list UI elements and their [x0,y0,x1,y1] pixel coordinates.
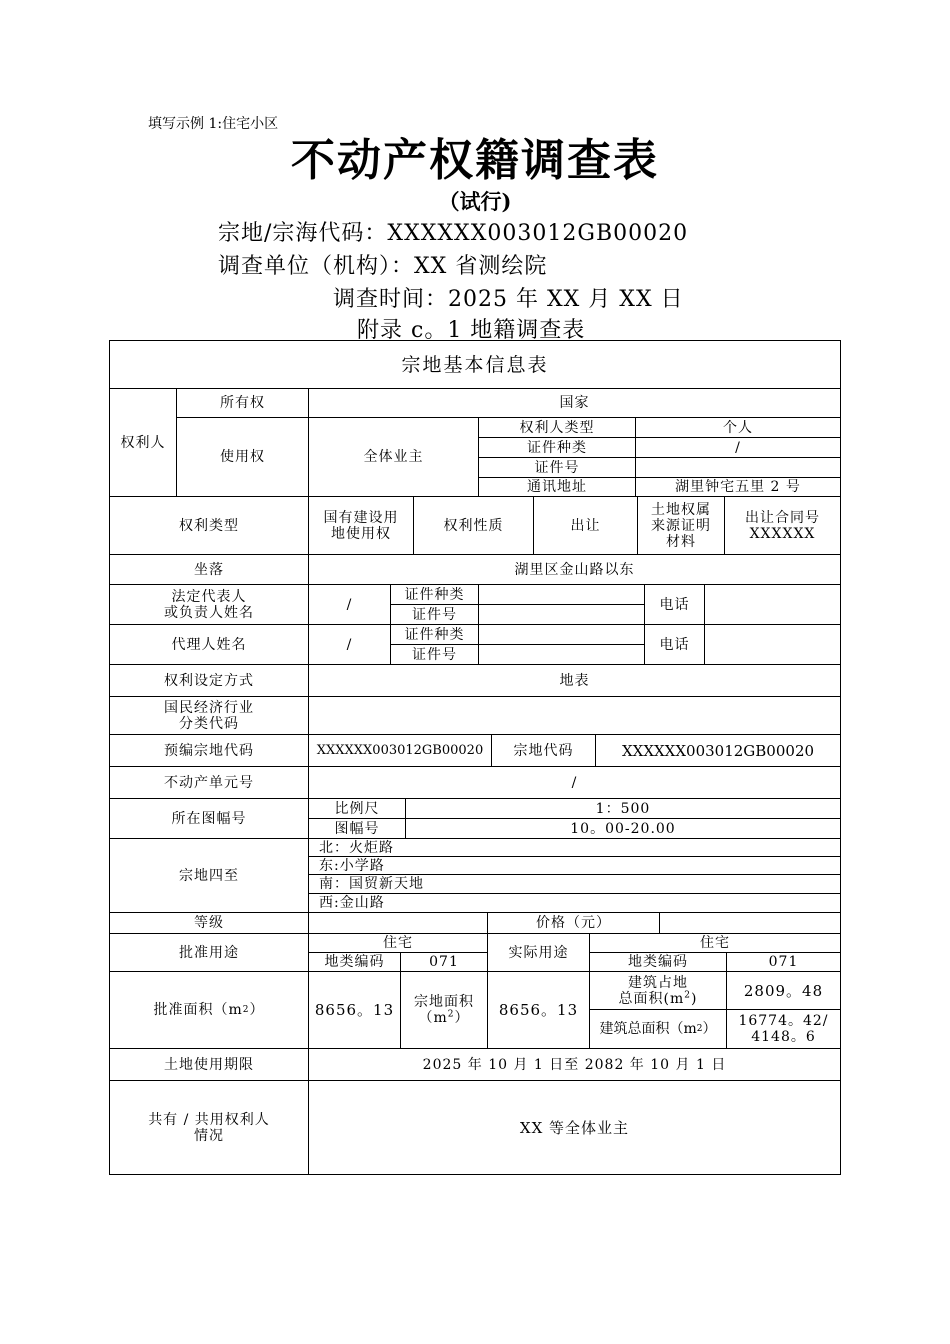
approved-area-text: 批准面积（m [153,1002,243,1018]
contract-value: XXXXXX [749,525,816,542]
land-source-label [638,497,725,555]
legal-rep-phone-label: 电话 [645,585,705,625]
boundary-east: 东:小学路 [309,857,840,875]
approved-area-label: 批准面积（m 2 ） [110,972,309,1049]
location-value: 湖里区金山路以东 [309,555,840,585]
sheet-no-label: 图幅号 [309,819,406,839]
holder-address-value: 湖里钟宅五里 2 号 [636,478,840,497]
agent-label: 代理人姓名 [110,625,309,665]
survey-unit-line: 调查单位（机构）：XX 省测绘院 [218,254,548,279]
legal-rep-id-no-value [479,605,645,625]
right-type-value [309,497,414,555]
actual-use-value: 住宅 [590,934,840,953]
right-type-value-line1: 国有建设用 [323,509,399,526]
parcel-area-label-line2: $(m^2)$ [418,1009,470,1026]
legal-rep-label-line1: 法定代表人 [171,588,247,605]
parcel-code-value: XXXXXX003012GB00020 [596,735,840,767]
holder-id-type-label: 证件种类 [479,438,636,458]
example-note: 填写示例 1:住宅小区 [148,116,279,132]
table-section-title: 宗地基本信息表 [110,341,840,389]
legal-rep-label [110,585,309,625]
ownership-value: 国家 [309,389,840,418]
land-source-line1: 土地权属 [651,501,711,518]
agent-id-type-label: 证件种类 [391,625,479,645]
industry-code-label-line2: 分类代码 [179,715,239,732]
right-type-value-line2: 地使用权 [331,525,391,542]
agent-value: / [309,625,391,665]
form-title: 不动产权籍调查表 [291,135,659,186]
land-source-line2: 来源证明 [651,517,711,534]
legal-rep-label-line2: 或负责人姓名 [164,604,254,621]
total-area-value-line2: 4148。6 [751,1029,816,1045]
approved-code-value: 071 [401,953,488,972]
use-right-value: 全体业主 [309,418,479,497]
land-term-value: 2025 年 10 月 1 日至 2082 年 10 月 1 日 [309,1049,840,1081]
parcel-info-table [109,340,841,1175]
shared-holder-label-line2: 情况 [194,1127,224,1144]
approved-code-label: 地类编码 [309,953,401,972]
holder-type-label: 权利人类型 [479,418,636,438]
right-nature-value: 出让 [534,497,638,555]
pre-code-label: 预编宗地代码 [110,735,309,767]
parcel-area-label-line1: 宗地面积 [414,994,474,1010]
right-setting-value: 地表 [309,665,840,697]
boundary-north: 北：火炬路 [309,839,840,857]
footprint-area-label-line1: 建筑占地 [628,974,688,991]
price-label: 价格（元） [488,913,660,934]
form-subtitle: （试行) [438,189,512,214]
boundary-south: 南：国贸新天地 [309,875,840,894]
scale-value: 1：500 [406,799,840,819]
shared-holder-value: XX 等全体业主 [519,1118,630,1137]
scale-label: 比例尺 [309,799,406,819]
legal-rep-phone-value [705,585,840,625]
right-setting-label: 权利设定方式 [110,665,309,697]
right-type-label: 权利类型 [110,497,309,555]
use-right-label: 使用权 [177,418,309,497]
total-area-label: 建筑总面积（m 2 ） [590,1010,727,1049]
agent-id-no-value [479,645,645,665]
parcel-code-line: 宗地/宗海代码：XXXXXX003012GB00020 [218,221,689,246]
boundaries-label: 宗地四至 [110,839,309,913]
total-area-value-line1: 16774。42/ [738,1013,829,1029]
holder-address-label: 通讯地址 [479,478,636,497]
boundary-west: 西:金山路 [309,894,840,913]
legal-rep-id-type-value [479,585,645,605]
agent-id-no-label: 证件号 [391,645,479,665]
actual-use-label: 实际用途 [488,934,590,972]
parcel-area-label [401,972,488,1049]
survey-time-line: 调查时间：2025 年 XX 月 XX 日 [333,287,684,312]
rights-holder-label: 权利人 [110,389,177,497]
ownership-label: 所有权 [177,389,309,418]
contract-label: 出让合同号 [745,509,820,526]
unit-no-label: 不动产单元号 [110,767,309,799]
pre-code-value: XXXXXX003012GB00020 [309,735,492,767]
price-value [660,913,840,934]
footprint-area-value: 2809。48 [727,972,840,1010]
sheet-no-value: 10。00-20.00 [406,819,840,839]
legal-rep-id-no-label: 证件号 [391,605,479,625]
actual-code-value: 071 [727,953,840,972]
approved-area-close: ） [249,1002,265,1018]
agent-id-type-value [479,625,645,645]
shared-holder-label-line1: 共有 / 共用权利人 [148,1111,270,1128]
actual-code-label: 地类编码 [590,953,727,972]
parcel-area-value: 8656。13 [488,972,590,1049]
grade-value [309,913,488,934]
shared-holder-label [110,1081,309,1174]
industry-code-label [110,697,309,735]
legal-rep-id-type-label: 证件种类 [391,585,479,605]
map-sheet-label: 所在图幅号 [110,799,309,839]
land-source-line3: 材料 [666,533,696,550]
unit-no-value: / [309,767,840,799]
right-nature-label: 权利性质 [414,497,534,555]
footprint-area-label-line2: 总面积$(m^2)$ [618,989,698,1007]
grade-label: 等级 [110,913,309,934]
total-area-value [727,1010,840,1049]
parcel-code-label: 宗地代码 [492,735,596,767]
holder-id-no-value [636,458,840,478]
location-label: 坐落 [110,555,309,585]
industry-code-label-line1: 国民经济行业 [164,699,254,716]
industry-code-value [309,697,840,735]
land-term-label: 土地使用期限 [110,1049,309,1081]
approved-use-label: 批准用途 [110,934,309,972]
footprint-area-label [590,972,727,1010]
agent-phone-label: 电话 [645,625,705,665]
holder-type-value: 个人 [636,418,840,438]
legal-rep-value: / [309,585,391,625]
appendix-line: 附录 c。1 地籍调查表 [357,318,586,343]
agent-phone-value [705,625,840,665]
holder-id-no-label: 证件号 [479,458,636,478]
holder-id-type-value: / [636,438,840,458]
approved-area-value: 8656。13 [309,972,401,1049]
contract-cell [725,497,840,555]
approved-use-value: 住宅 [309,934,488,953]
